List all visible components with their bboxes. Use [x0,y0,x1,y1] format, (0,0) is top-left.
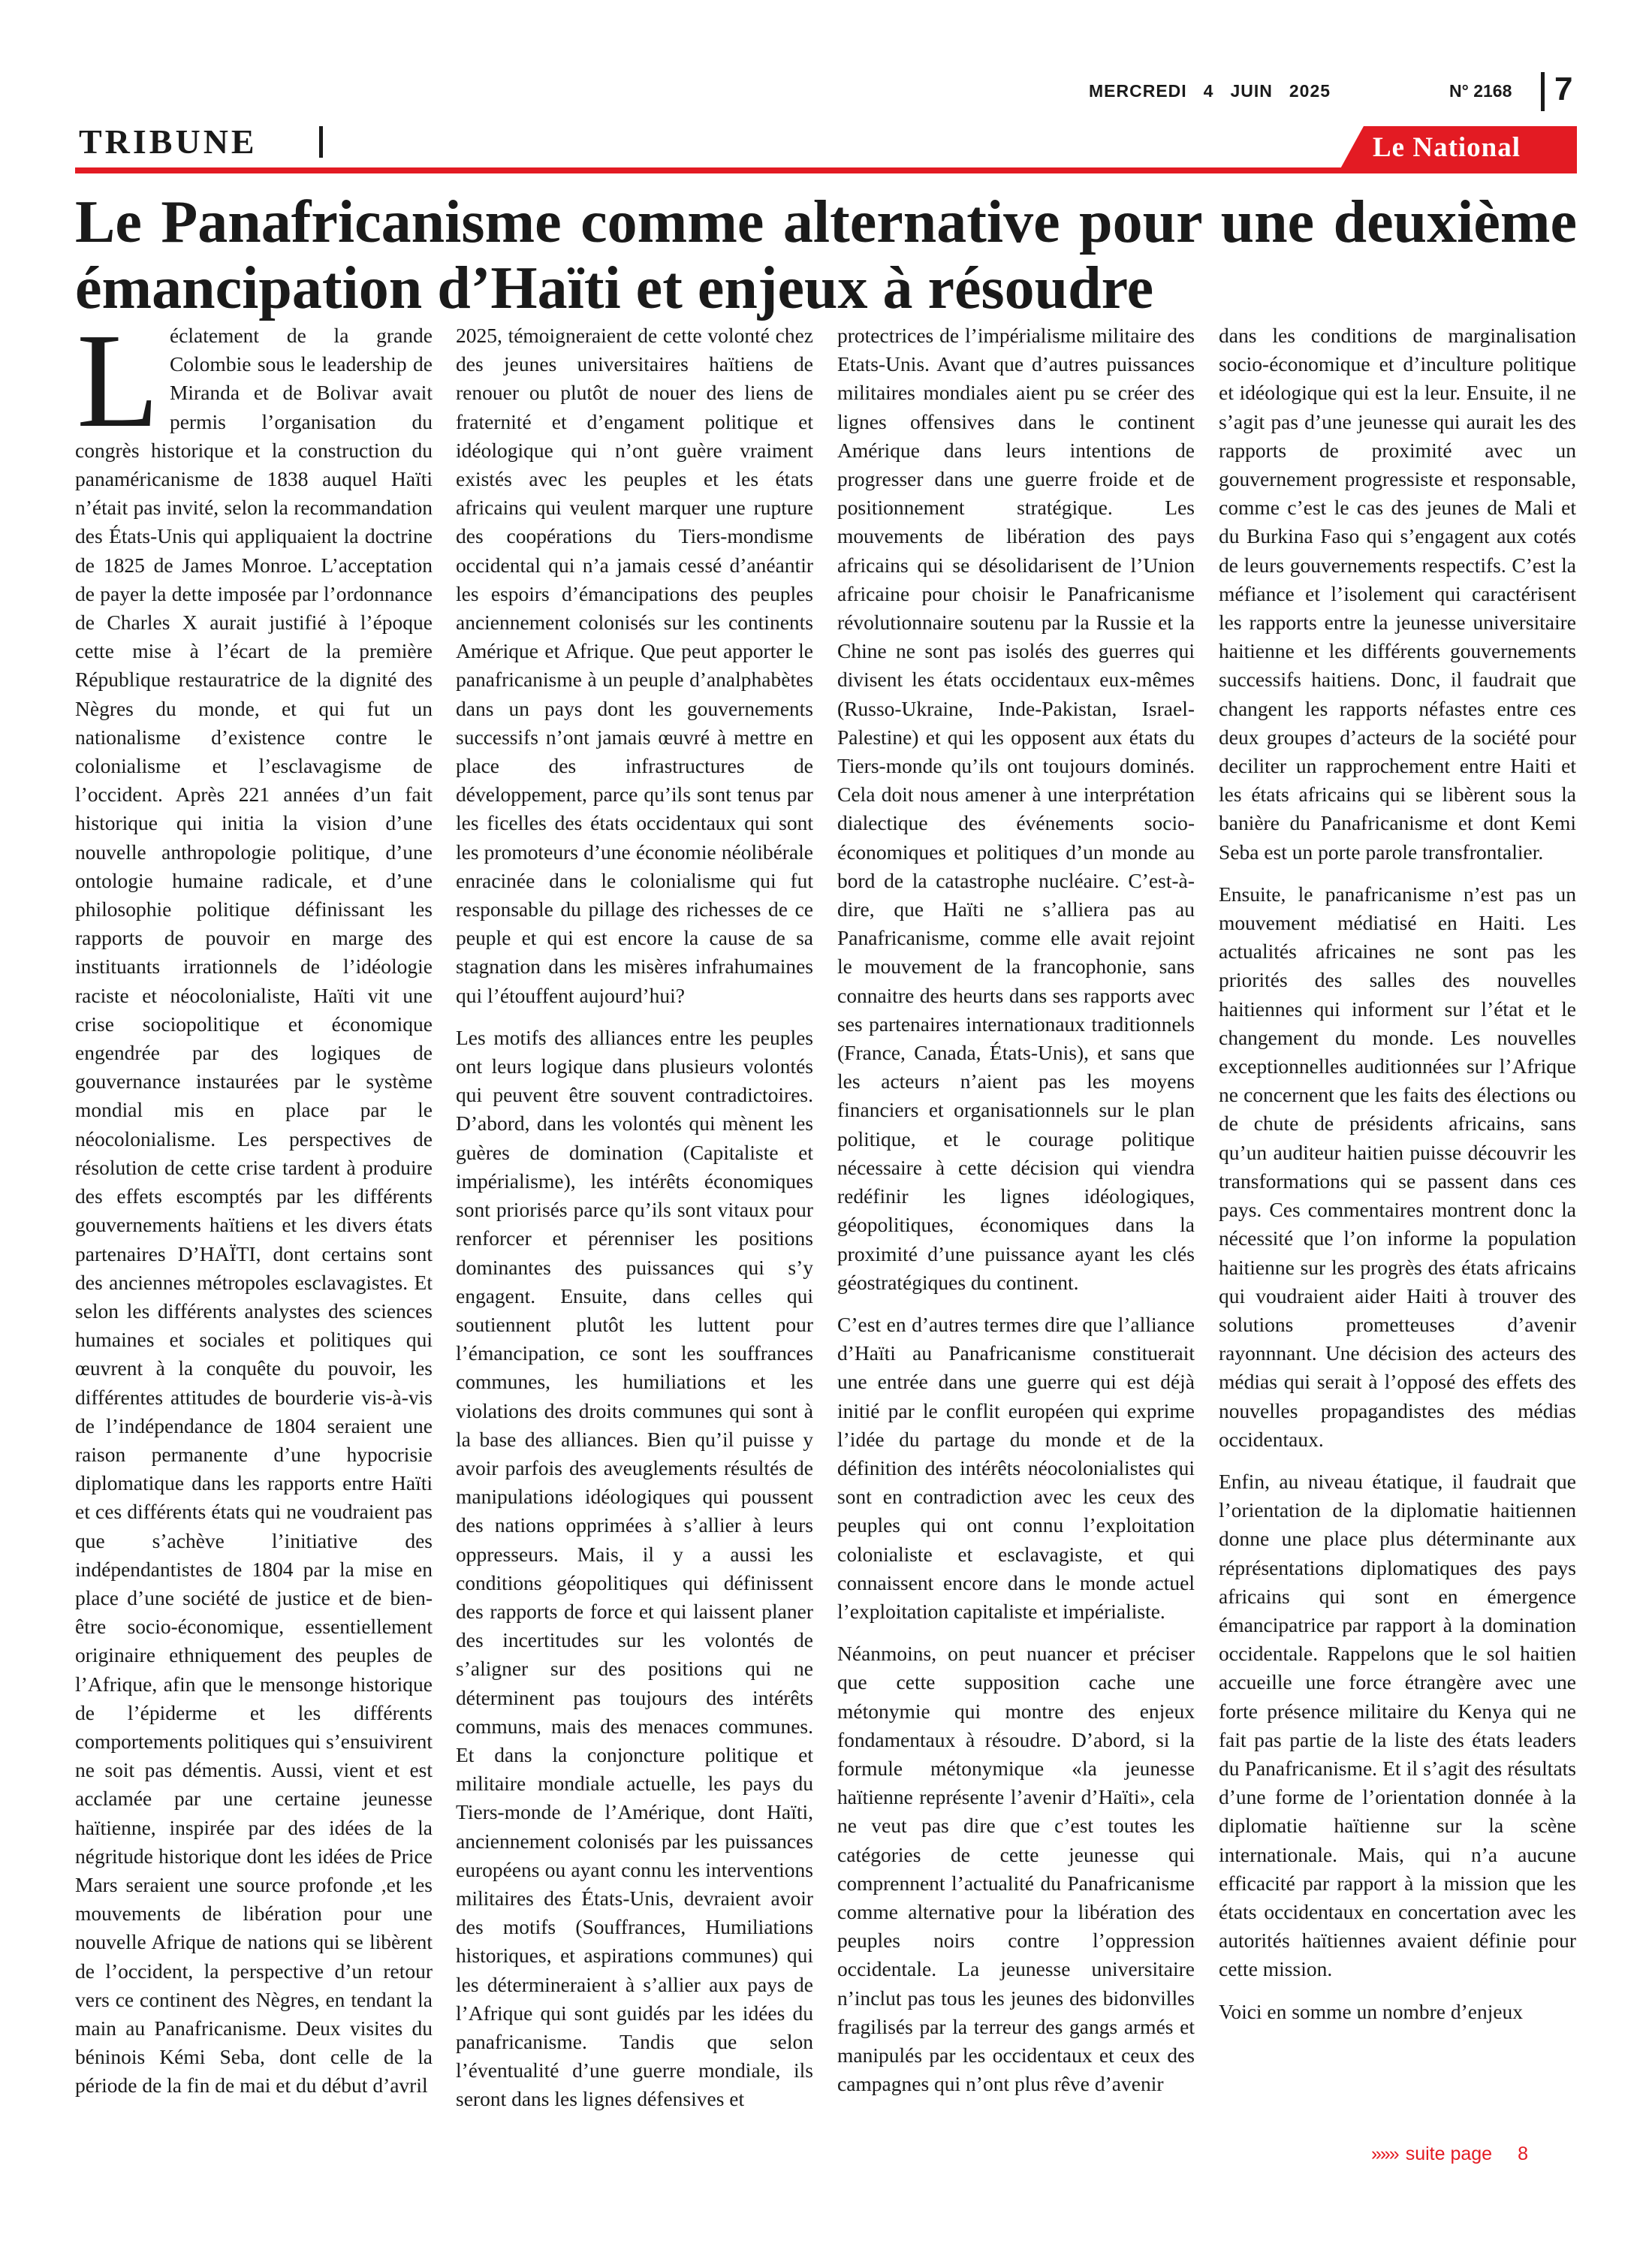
date-month: JUIN [1230,81,1273,101]
article-paragraph-continued: dans les conditions de marginalisation socio-économique et d’inculture politique et idéologique qui est la leur. Ensuite, il ne s’agit pas d’une jeunesse qui aurait les des rapports de proximité avec un gouvernement progressiste et responsable, comme c’est le cas des jeunes de Mali et du Burkina Faso qui s’engagent aux cotés de leurs gouvernements respectifs. C’est la méfiance et l’isolement qui caractérisent les rapports entre la jeunesse universitaire haitienne et les différents gouvernements successifs haitiens. Donc, il faudrait que changent les rapports néfastes entre ces deux groupes d’acteurs de la société pour deciliter un rapprochement entre Haiti et les états africains qui se libèrent sous la banière du Panafricanisme et dont Kemi Seba est un porte parole transfrontalier. [1219,324,1576,864]
article-paragraph-continued: protectrices de l’impérialisme militaire des Etats-Unis. Avant que d’autres puissances militaires mondiales aient pu se créer des lignes offensives dans le continent Amérique dans leurs intentions de progresser dans une guerre froide et de positionnement stratégique. Les mouvements de libération des pays africains qui se désolidarisent de l’Union africaine pour choisir le Panafricanisme révolutionnaire soutenu par la Russie et la Chine ne sont pas isolés des guerres qui divisent les états occidentaux eux-mêmes (Russo-Ukraine, Inde-Pakistan, Israel-Palestine) et qui les opposent aux états du Tiers-monde qu’ils ont toujours dominés. Cela doit nous amener à une interprétation dialectique des événements socio-économiques et politiques d’un monde au bord de la catastrophe nucléaire. C’est-à-dire, que Haïti ne s’alliera pas au Panafricanisme, comme elle avait rejoint le mouvement de la francophonie, sans connaitre des heurts dans ses rapports avec ses partenaires internationaux traditionnels (France, Canada, États-Unis), et sans que les acteurs n’aient pas les moyens financiers et organisationnels sur le plan politique, et le courage politique nécessaire à cette décision qui viendra redéfinir les lignes idéologiques, géopolitiques, économiques dans la proximité d’une puissance ayant les clés géostratégiques du continent. [837,324,1195,1294]
section-label: TRIBUNE [79,122,258,161]
page-number: 7 [1554,71,1573,107]
article-title-line-2: émancipation d’Haïti et enjeux à résoudre [75,255,1154,321]
section-divider [319,126,323,158]
header-rule [75,167,1577,173]
article-column-4 [1219,321,1576,2131]
continuation-arrows: »»» [1371,2143,1398,2164]
article-paragraph: Voici en somme un nombre d’enjeux [1219,1999,1524,2023]
article-title [75,189,1577,321]
article-paragraph: Néanmoins, on peut nuancer et préciser que cette supposition cache une métonymie qui montre des enjeux fondamentaux à résoudre. D’abord, si la formule métonymique «la jeunesse haïtienne représente l’avenir d’Haïti», cela ne veut pas dire que c’est toutes les catégories de cette jeunesse qui comprennent l’actualité du Panafricanisme comme alternative pour la libération des peuples noirs contre l’oppression occidentale. La jeunesse universitaire n’inclut pas tous les jeunes des bidonvilles fragilisés par la terreur des gangs armés et manipulés par les occidentaux et ceux des campagnes qui n’ont plus rêve d’avenir [837,1642,1195,2096]
article-paragraph: Enfin, au niveau étatique, il faudrait que l’orientation de la diplomatie haitiennen donne une place plus déterminante aux réprésentations diplomatiques des pays africains qui sont en émergence émancipatrice par rapport à la domination occidentale. Rappelons que le sol haitien accueille une force étrangère avec une forte présence militaire du Kenya qui ne fait pas partie de la liste des états leaders du Panafricanisme. Et il s’agit des résultats d’une forme de l’orientation donnée à la diplomatie haïtienne sur la scène internationale. Mais, qui n’a aucune efficacité par rapport à la mission que les états occidentaux en concertation avec les autorités haïtiennes avaient définie pour cette mission. [1219,1469,1576,1981]
article-paragraph: Les motifs des alliances entre les peuples ont leurs logique dans plusieurs volontés qui peuvent être souvent contradictoires. D’abord, dans les volontés qui mènent les guères de domination (Capitaliste et impérialisme), les intérêts économiques sont priorisés parce qu’ils sont vitaux pour renforcer et pérenniser les positions dominantes des puissances qui s’y engagent. Ensuite, dans celles qui soutiennent plutôt les luttent pour l’émancipation, ce sont les souffrances communes, les humiliations et les violations des droits communes qui sont à la base des alliances. Bien qu’il puisse y avoir parfois des aveuglements résultés de manipulations idéologiques qui poussent des nations opprimées à s’allier à leurs oppresseurs. Mais, il y a aussi les conditions géopolitiques qui définissent des rapports de force et qui laissent planer des incertitudes sur les volontés de s’aligner sur des positions qui ne déterminent pas toujours des intérêts communs, mais des menaces communes. Et dans la conjoncture politique et militaire mondiale actuelle, les pays du Tiers-monde de l’Amérique, dont Haïti, anciennement colonisés par les puissances européens ou ayant connu les interventions militaires des États-Unis, devraient avoir des motifs (Souffrances, Humiliations historiques, et aspirations communes) qui les détermineraient à s’allier aux pays de l’Afrique qui sont guidés par les idées du panafricanisme. Tandis que selon l’éventualité d’une guerre mondiale, ils seront dans les lignes défensives et [456,1025,813,2111]
issue-number: N° 2168 [1449,81,1512,101]
article-column-1 [75,321,433,2131]
page-number-divider [1541,72,1545,111]
drop-cap: L [77,321,159,455]
article-column-2 [456,321,813,2131]
date-day: MERCREDI [1089,81,1187,101]
date-year: 2025 [1289,81,1331,101]
dateline [1089,81,1347,101]
article-paragraph-continued: 2025, témoigneraient de cette volonté chez des jeunes universitaires haïtiens de renouer ou plutôt de nouer des liens de fraternité et d’engament politique et idéologique qui n’ont guère vraiment existés avec les peuples et les états africains qui veulent marquer une rupture des coopérations du Tiers-mondisme occidental qui n’a jamais cessé d’anéantir les espoirs d’émancipations des peuples anciennement colonisés sur les continents Amérique et Afrique. Que peut apporter le panafricanisme à un peuple d’analphabètes dans un pays dont les gouvernements successifs n’ont jamais œuvré à mettre en place des infrastructures de développement, parce qu’ils sont tenus par les ficelles des états occidentaux qui sont les promoteurs d’une économie néolibérale enracinée dans le colonialisme qui fut responsable du pillage des richesses de ce peuple et qui est encore la cause de sa stagnation dans les misères infrahumaines qui l’étouffent aujourd’hui? [456,324,813,1007]
article-title-line-1: Le Panafricanisme comme alternative pour une deuxième [75,189,1577,255]
brand-name: Le National [1373,132,1521,163]
article-paragraph: Ensuite, le panafricanisme n’est pas un mouvement médiatisé en Haiti. Les actualités africaines ne sont pas les priorités des salles des nouvelles haitiennes qui informent sur l’état et le changement du monde. Les nouvelles exceptionnelles auditionnées sur l’Afrique ne concernent que les faits des élections ou de chute de présidents africains, sans qu’un auditeur haitien puisse découvrir les transformations qui se passent dans ces pays. Ces commentaires montrent donc la nécessité que l’on informe la population haitienne sur les progrès des états africains qui voudraient aider Haiti à trouver des solutions prometteuses d’avenir rayonnnant. Une décision des acteurs des médias qui serait à l’opposé des effets des nouvelles propagandistes des médias occidentaux. [1219,882,1576,1451]
continuation-link[interactable] [1371,2143,1528,2165]
article-column-3 [837,321,1195,2131]
continuation-label: suite page [1405,2143,1493,2164]
continuation-page: 8 [1518,2143,1528,2164]
article-paragraph: C’est en d’autres termes dire que l’alliance d’Haïti au Panafricanisme constituerait une entrée dans une guerre qui est déjà initié par le conflit européen qui exprime l’idée du partage du monde et de la définition des intérêts néocolonialistes qui sont en contradiction avec les ceux des peuples qui ont connu l’exploitation colonialiste et esclavagiste, et qui connaissent encore dans le monde actuel l’exploitation capitaliste et impérialiste. [837,1312,1195,1623]
article-paragraph: Léclatement de la grande Colombie sous le leadership de Miranda et de Bolivar avait permis l’organisation du congrès historique et la construction du panaméricanisme de 1838 auquel Haïti n’était pas invité, selon la recommandation des États-Unis qui appliquaient la doctrine de 1825 de James Monroe. L’acceptation de payer la dette imposée par l’ordonnance de Charles X aurait justifié à l’époque cette mise à l’écart de la première République restauratrice de la dignité des Nègres du monde, et qui fut un nationalisme d’existence contre le colonialisme et l’esclavagisme de l’occident. Après 221 années d’un fait historique qui initia la vision d’une nouvelle anthropologie politique, d’une ontologie humaine radicale, et d’une philosophie politique définissant les rapports de pouvoir en marge des instituants irrationnels de l’idéologie raciste et néocolonialiste, Haïti vit une crise sociopolitique et économique engendrée par des logiques de gouvernance instaurées par le système mondial mis en place par le néocolonialisme. Les perspectives de résolution de cette crise tardent à produire des effets escomptés par les différents gouvernements haïtiens et les divers états partenaires D’HAÏTI, dont certains sont des anciennes métropoles esclavagistes. Et selon les différents analystes des sciences humaines et sociales et politiques qui œuvrent à la conquête du pouvoir, les différentes attitudes de bourderie vis-à-vis de l’indépendance de 1804 seraient une raison permanente d’une hypocrisie diplomatique dans les rapports entre Haïti et ces différents états qui ne voudraient pas que s’achève l’initiative des indépendantistes de 1804 par la mise en place d’une société de justice et de bien-être socio-économique, essentiellement originaire ethniquement des peuples de l’Afrique, afin que le mensonge historique de l’épiderme et les différents comportements politiques qui s’ensuivirent ne soit pas démentis. Aussi, vient et est acclamée par une certaine jeunesse haïtienne, inspirée par des idées de la négritude historique dont les idées de Price Mars seraient une source profonde ,et les mouvements de libération pour une nouvelle Afrique de nations qui se libèrent de l’occident, la perspective d’un retour vers ce continent des Nègres, en tendant la main au Panafricanisme. Deux visites du béninois Kémi Seba, dont celle de la période de la fin de mai et du début d’avril [75,321,433,2098]
date-number: 4 [1203,81,1214,101]
